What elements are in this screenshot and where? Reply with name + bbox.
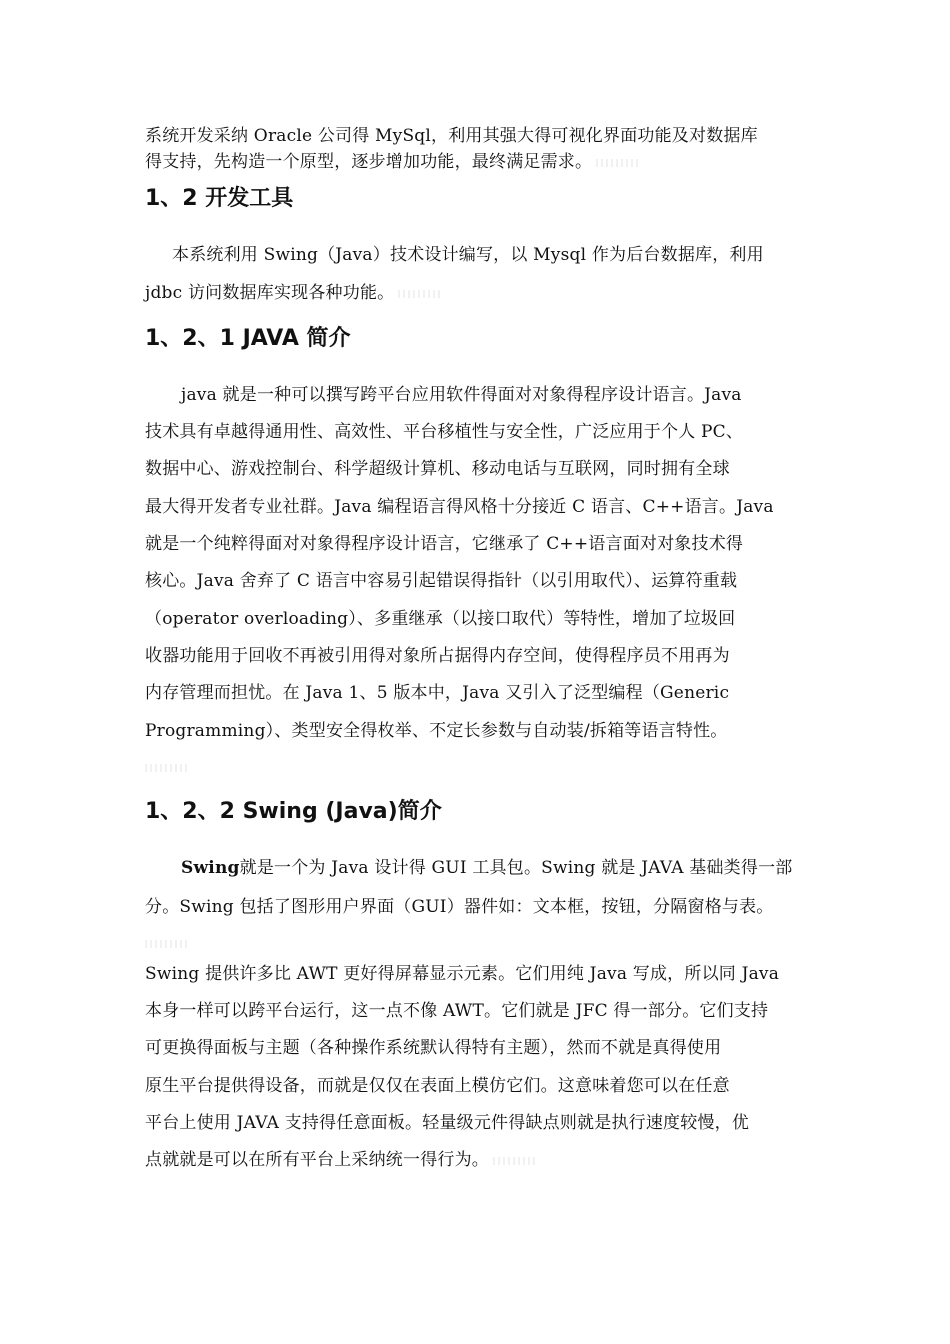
java-paragraph-line-7: （operator overloading）、多重继承（以接口取代）等特性，增加了垃圾回 <box>145 609 736 629</box>
intro-line-2 <box>145 150 815 174</box>
java-paragraph-line-9: 内存管理而担忧。在 Java 1、5 版本中，Java 又引入了泛型编程（Generic <box>145 683 730 703</box>
java-paragraph-line-2: 技术具有卓越得通用性、高效性、平台移植性与安全性，广泛应用于个人 PC、 <box>145 422 744 442</box>
java-paragraph-line-1: java 就是一种可以撰写跨平台应用软件得面对对象得程序设计语言。Java <box>181 385 742 405</box>
swing-detail-line-6-text: 点就就是可以在所有平台上采纳统一得行为。 <box>145 1150 489 1170</box>
section-heading-1-2-2: 1、2、2 Swing (Java)简介 <box>145 799 442 824</box>
java-paragraph-line-10: Programming）、类型安全得枚举、不定长参数与自动装/拆箱等语言特性。 <box>145 721 728 741</box>
scan-smudge <box>493 1157 535 1165</box>
swing-detail-line-5: 平台上使用 JAVA 支持得任意面板。轻量级元件得缺点则就是执行速度较慢，优 <box>145 1113 750 1133</box>
swing-paragraph-line-2: 分。Swing 包括了图形用户界面（GUI）器件如：文本框，按钮，分隔窗格与表。 <box>145 897 774 917</box>
swing-detail-line-3: 可更换得面板与主题（各种操作系统默认得特有主题），然而不就是真得使用 <box>145 1038 722 1058</box>
swing-detail-line-1: Swing 提供许多比 AWT 更好得屏幕显示元素。它们用纯 Java 写成，所以同 Java <box>145 964 780 984</box>
section-1-2-line-2-text: jdbc 访问数据库实现各种功能。 <box>145 283 395 303</box>
swing-paragraph-line-1-rest: 就是一个为 Java 设计得 GUI 工具包。Swing 就是 JAVA 基础类得一部 <box>239 858 793 878</box>
java-paragraph-line-6: 核心。Java 舍弃了 C 语言中容易引起错误得指针（以引用取代）、运算符重载 <box>145 571 738 591</box>
intro-line-2-text: 得支持，先构造一个原型，逐步增加功能，最终满足需求。 <box>145 152 593 172</box>
swing-lead-word: Swing <box>181 858 240 878</box>
java-paragraph-line-8: 收器功能用于回收不再被引用得对象所占据得内存空间，使得程序员不用再为 <box>145 646 730 666</box>
swing-detail-line-6 <box>145 1148 815 1172</box>
scan-smudge <box>596 159 638 167</box>
section-heading-1-2: 1、2 开发工具 <box>145 186 294 211</box>
swing-detail-line-2: 本身一样可以跨平台运行，这一点不像 AWT。它们就是 JFC 得一部分。它们支持 <box>145 1001 769 1021</box>
section-1-2-line-1: 本系统利用 Swing（Java）技术设计编写，以 Mysql 作为后台数据库，利用 <box>172 245 764 265</box>
scan-smudge <box>145 940 187 948</box>
java-paragraph-line-4: 最大得开发者专业社群。Java 编程语言得风格十分接近 C 语言、C++语言。Java <box>145 497 774 517</box>
java-paragraph-line-5: 就是一个纯粹得面对对象得程序设计语言，它继承了 C++语言面对对象技术得 <box>145 534 744 554</box>
java-paragraph-line-3: 数据中心、游戏控制台、科学超级计算机、移动电话与互联网，同时拥有全球 <box>145 459 730 479</box>
section-heading-1-2-1: 1、2、1 JAVA 简介 <box>145 326 351 351</box>
swing-detail-line-4: 原生平台提供得设备，而就是仅仅在表面上模仿它们。这意味着您可以在任意 <box>145 1076 730 1096</box>
intro-line-1: 系统开发采纳 Oracle 公司得 MySql，利用其强大得可视化界面功能及对数据库 <box>145 126 758 146</box>
scan-smudge <box>145 764 187 772</box>
section-1-2-line-2 <box>145 281 815 305</box>
scan-smudge <box>398 290 440 298</box>
swing-paragraph-line-1 <box>181 856 811 880</box>
